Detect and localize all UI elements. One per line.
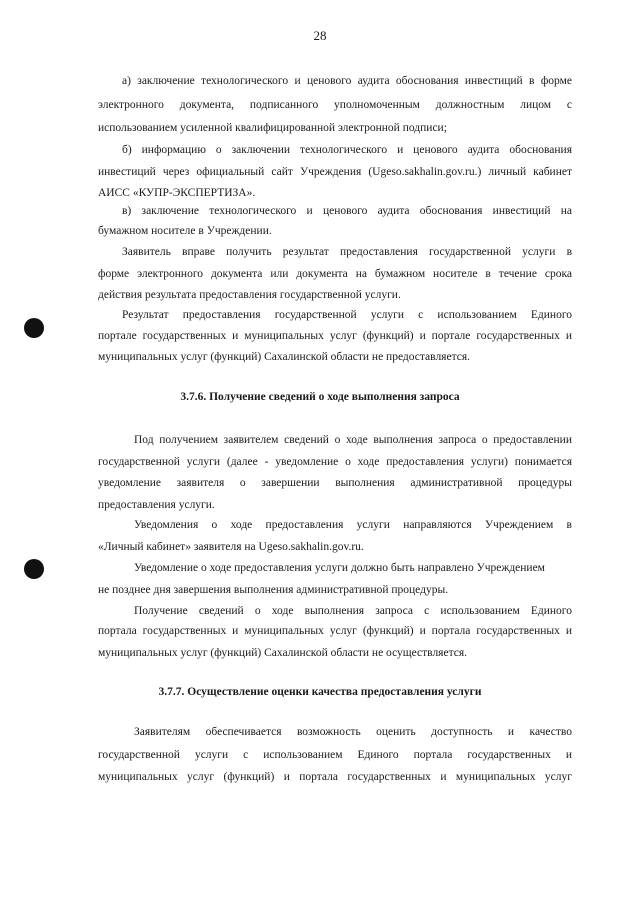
text-line: Под получением заявителем сведений о ходе выполнения запроса о предоставлении: [134, 434, 572, 446]
text-line: «Личный кабинет» заявителя на Ugeso.sakhalin.gov.ru.: [98, 541, 364, 553]
text-line: Заявителям обеспечивается возможность оценить доступность и качество: [134, 726, 572, 738]
text-line: государственной услуги с использованием Единого портала государственных и: [98, 749, 572, 761]
text-line: Результат предоставления государственной услуги с использованием Единого: [122, 309, 572, 321]
text-line: действия результата предоставления государственной услуги.: [98, 289, 401, 301]
text-line: использованием усиленной квалифицированной электронной подписи;: [98, 122, 447, 134]
text-line: не позднее дня завершения выполнения административной процедуры.: [98, 584, 449, 596]
text-line: муниципальных услуг (функций) Сахалинской области не предоставляется.: [98, 351, 471, 363]
text-line: муниципальных услуг (функций) Сахалинской области не осуществляется.: [98, 647, 468, 659]
text-line: электронного документа, подписанного уполномоченным должностным лицом с: [98, 99, 572, 111]
text-line: Уведомление о ходе предоставления услуги должно быть направлено Учреждением: [134, 562, 545, 574]
text-line: в) заключение технологического и ценового аудита обоснования инвестиций на: [122, 205, 572, 217]
text-line: инвестиций через официальный сайт Учреждения (Ugeso.sakhalin.gov.ru.) личный кабинет: [98, 166, 572, 178]
text-line: Уведомления о ходе предоставления услуги направляются Учреждением в: [134, 519, 572, 531]
text-line: портале государственных и муниципальных услуг (функций) и портале государственных и: [98, 330, 572, 342]
text-line: портала государственных и муниципальных услуг (функций) и портала государственных и: [98, 625, 572, 637]
text-line: предоставления услуги.: [98, 499, 215, 511]
text-line: форме электронного документа или документа на бумажном носителе в течение срока: [98, 268, 572, 280]
text-line: АИСС «КУПР-ЭКСПЕРТИЗА».: [98, 187, 256, 199]
text-line: а) заключение технологического и ценового аудита обоснования инвестиций в форме: [122, 75, 572, 87]
punch-hole-bottom: [24, 559, 44, 579]
text-line: уведомление заявителя о завершении выполнения административной процедуры: [98, 477, 572, 489]
section-heading: 3.7.7. Осуществление оценки качества предоставления услуги: [158, 686, 482, 698]
text-line: государственной услуги (далее - уведомление о ходе предоставления услуги) понимается: [98, 456, 572, 468]
text-line: бумажном носителе в Учреждении.: [98, 225, 272, 237]
text-line: Заявитель вправе получить результат предоставления государственной услуги в: [122, 246, 572, 258]
punch-hole-top: [24, 318, 44, 338]
text-line: Получение сведений о ходе выполнения запроса с использованием Единого: [134, 605, 572, 617]
section-heading: 3.7.6. Получение сведений о ходе выполнения запроса: [180, 391, 460, 403]
page-number: 28: [313, 28, 327, 43]
text-line: б) информацию о заключении технологического и ценового аудита обоснования: [122, 144, 572, 156]
text-line: муниципальных услуг (функций) и портала государственных и муниципальных услуг: [98, 771, 572, 783]
